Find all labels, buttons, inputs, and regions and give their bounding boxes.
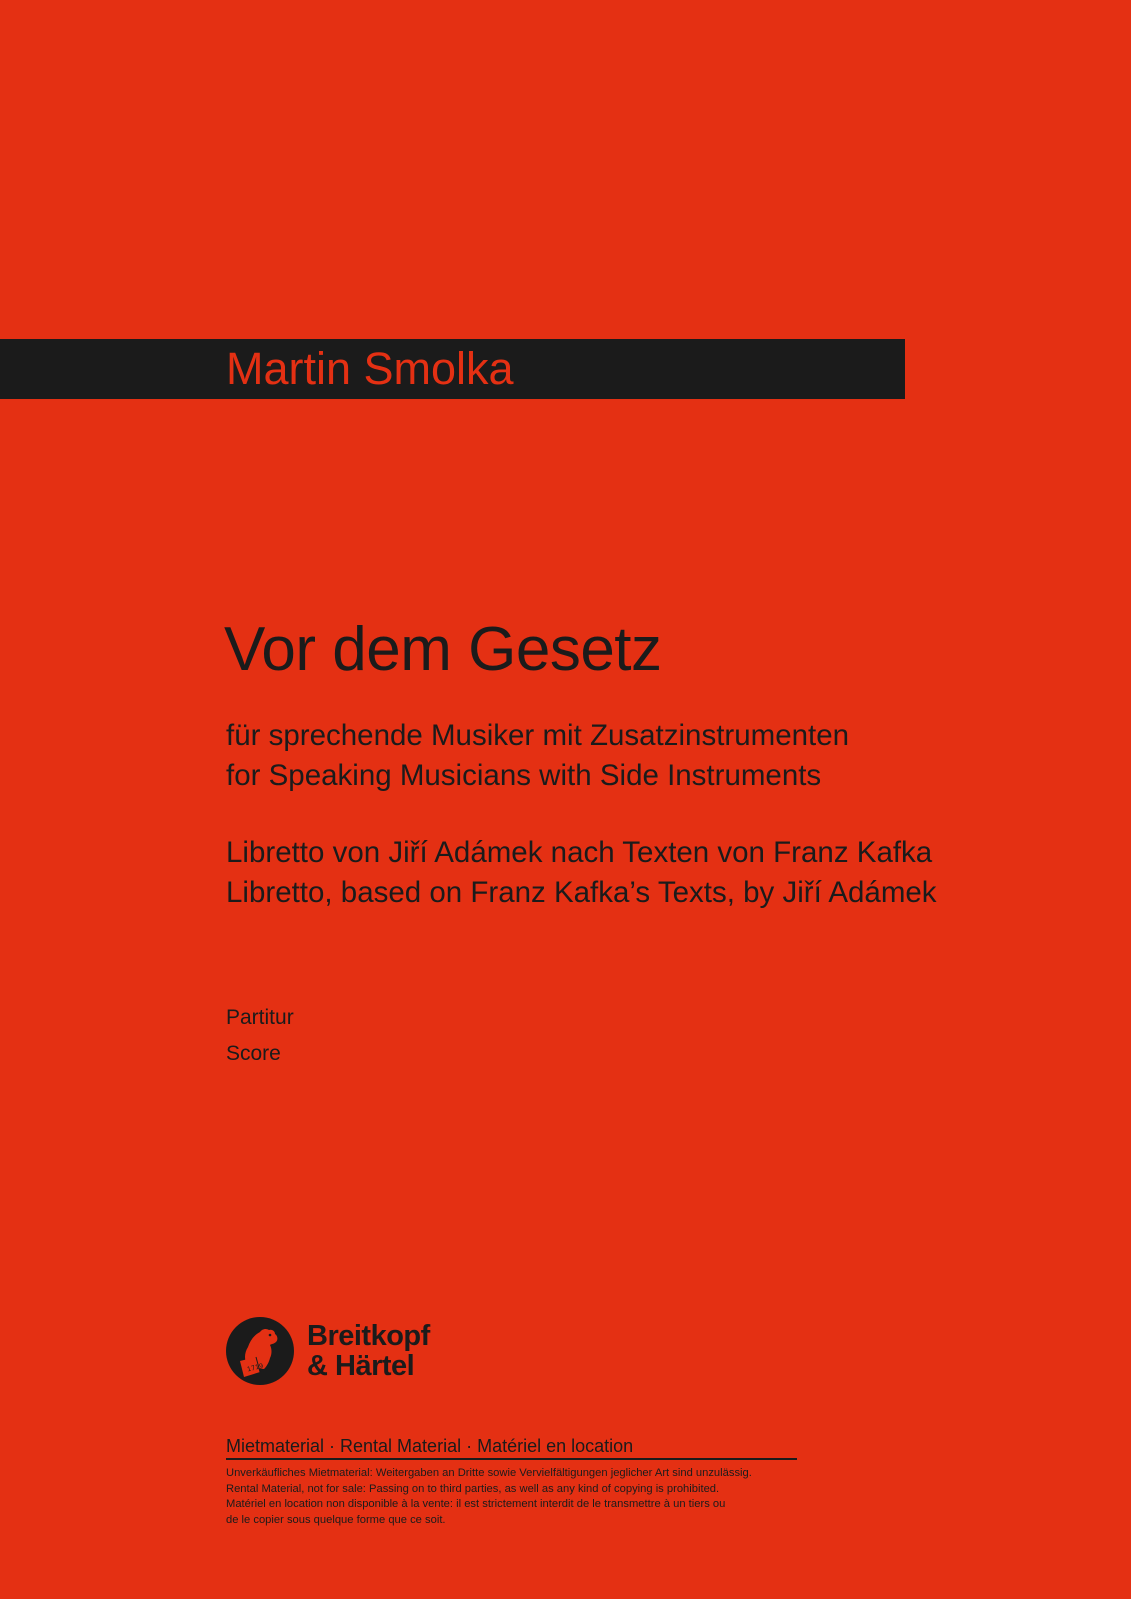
libretto-subtitle-en: Libretto, based on Franz Kafka’s Texts, by Jiří Adámek (226, 876, 937, 909)
bear-with-book-icon (226, 1317, 294, 1385)
rental-notice-de: Unverkäufliches Mietmaterial: Weitergaben an Dritte sowie Vervielfältigungen jeglicher Art sind unzulässig. (226, 1467, 752, 1479)
work-title: Vor dem Gesetz (224, 615, 662, 684)
composer-band (0, 339, 905, 399)
edition-type-en: Score (226, 1042, 281, 1065)
rental-divider (226, 1458, 797, 1460)
publisher-name-line1: Breitkopf (307, 1320, 430, 1352)
libretto-subtitle-de: Libretto von Jiří Adámek nach Texten von Franz Kafka (226, 836, 933, 869)
instrumentation-subtitle-en: for Speaking Musicians with Side Instruments (226, 759, 822, 792)
publisher-logo (226, 1317, 456, 1387)
rental-notice (226, 1466, 752, 1528)
rental-notice-fr-1: Matériel en location non disponible à la vente: il est strictement interdit de le transmettre à un tiers ou (226, 1498, 726, 1510)
publisher-name (307, 1321, 430, 1381)
instrumentation-subtitle-de: für sprechende Musiker mit Zusatzinstrumenten (226, 719, 850, 752)
instrumentation-subtitle (226, 716, 849, 796)
svg-text:1719: 1719 (246, 1361, 265, 1374)
edition-type-de: Partitur (226, 1006, 294, 1029)
rental-notice-fr-2: de le copier sous quelque forme que ce soit. (226, 1513, 446, 1526)
rental-heading: Mietmaterial · Rental Material · Matériel en location (226, 1436, 634, 1456)
rental-notice-en: Rental Material, not for sale: Passing on to third parties, as well as any kind of copying is prohibited. (226, 1482, 720, 1495)
libretto-subtitle (226, 833, 937, 913)
publisher-name-line2: & Härtel (307, 1350, 415, 1382)
composer-name: Martin Smolka (226, 343, 514, 394)
